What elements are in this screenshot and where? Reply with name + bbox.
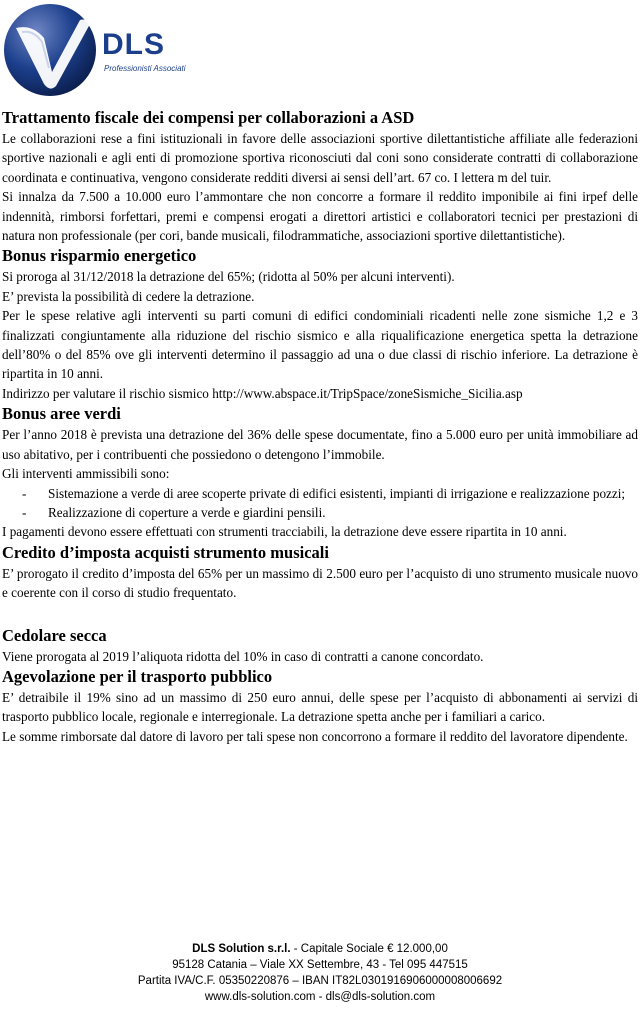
dash-marker: - [22, 504, 27, 520]
paragraph: Le collaborazioni rese a fini istituzionali in favore delle associazioni sportive dilettantistiche affiliate alle federazioni sportive nazionali e agli enti di promozione sportiva riconosciuti dal coni sono considerate contratti di collaborazione coordinata e continuativa, vengono considerate redditi diversi ai sensi dell’art. 67 co. I lettera m del tuir. [2, 131, 638, 185]
document-body [2, 107, 638, 746]
spacer [2, 603, 638, 625]
footer-company: DLS Solution s.r.l. [192, 943, 291, 955]
section-title: Trattamento fiscale dei compensi per collaborazioni a ASD [2, 108, 415, 127]
paragraph: I pagamenti devono essere effettuati con strumenti tracciabili, la detrazione deve essere ripartita in 10 anni. [2, 524, 567, 540]
footer-capital: - Capitale Sociale € 12.000,00 [290, 943, 448, 955]
paragraph: Si innalza da 7.500 a 10.000 euro l’ammontare che non concorre a formare il reddito imponibile ai fini irpef delle indennità, rimborsi forfettari, premi e compensi erogati a direttori artistici e collaboratori tecnici per prestazioni di natura non professionale (per cori, bande musicali, filodrammatiche, associazioni sportive dilettantistiche). [2, 189, 638, 244]
section-music-credit [2, 542, 638, 603]
footer-company-line [0, 941, 640, 957]
paragraph: Gli interventi ammissibili sono: [2, 466, 170, 482]
section-title: Bonus aree verdi [2, 404, 121, 424]
footer-tax: Partita IVA/C.F. 05350220876 – IBAN IT82L0301916906000008006692 [137, 975, 503, 987]
section-asd [2, 107, 638, 245]
section-green-bonus [2, 403, 638, 541]
section-title: Bonus risparmio energetico [2, 246, 197, 266]
dash-marker: - [22, 485, 27, 501]
paragraph: E’ prevista la possibilità di cedere la detrazione. [2, 288, 255, 304]
logo-name: DLS [102, 28, 165, 61]
section-transport [2, 666, 638, 746]
paragraph: Per l’anno 2018 è prevista una detrazione del 36% delle spese documentate, fino a 5.000 euro per unità immobiliare ad uso abitativo, per i contribuenti che possiedono o detengono l’immobile. [2, 427, 638, 462]
logo-subtitle: Professionisti Associati [104, 64, 186, 73]
paragraph: E’ prorogato il credito d’imposta del 65% per un massimo di 2.500 euro per l’acquisto di uno strumento musicale nuovo e coerente con il corso di studio frequentato. [2, 565, 638, 601]
paragraph: Le somme rimborsate dal datore di lavoro per tali spese non concorrono a formare il reddito del lavoratore dipendente. [2, 728, 628, 744]
section-title: Credito d’imposta acquisti strumento musicali [2, 542, 329, 562]
section-energy-bonus [2, 245, 638, 403]
paragraph: Viene prorogata al 2019 l’aliquota ridotta del 10% in caso di contratti a canone concordato. [2, 648, 484, 664]
paragraph: E’ detraibile il 19% sino ad un massimo di 250 euro annui, delle spese per l’acquisto di abbonamenti ai servizi di trasporto pubblico locale, regionale e interregionale. La detrazione spetta anche per i familiari a carico. [2, 689, 638, 725]
paragraph: Si proroga al 31/12/2018 la detrazione del 65%; (ridotta al 50% per alcuni interventi). [2, 269, 455, 285]
section-title: Cedolare secca [2, 625, 107, 645]
list-item: - Realizzazione di coperture a verde e giardini pensili. [2, 503, 638, 522]
page-footer [0, 941, 640, 1005]
section-title: Agevolazione per il trasporto pubblico [2, 666, 273, 686]
paragraph: Per le spese relative agli interventi su parti comuni di edifici condominiali ricadenti nelle zone sismiche 1,2 e 3 finalizzati congiuntamente alla riduzione del rischio sismico e alla riqualificazione energetica spetta la detrazione dell’80% o del 85% ove gli interventi determino il passaggio ad una o due classi di rischio inferiore. La detrazione è ripartita in 10 anni. [2, 308, 638, 382]
paragraph-link: Indirizzo per valutare il rischio sismico http://www.abspace.it/TripSpace/zoneSismiche_Sicilia.asp [2, 385, 523, 401]
section-cedolare [2, 625, 638, 666]
eligible-works-list [2, 484, 638, 523]
footer-web: www.dls-solution.com - dls@dls-solution.com [204, 991, 436, 1003]
dls-logo-icon [2, 2, 98, 98]
footer-address: 95128 Catania – Viale XX Settembre, 43 - Tel 095 447515 [172, 959, 468, 971]
list-item: - Sistemazione a verde di aree scoperte private di edifici esistenti, impianti di irrigazione e realizzazione pozzi; [2, 484, 638, 503]
letterhead [0, 0, 640, 100]
